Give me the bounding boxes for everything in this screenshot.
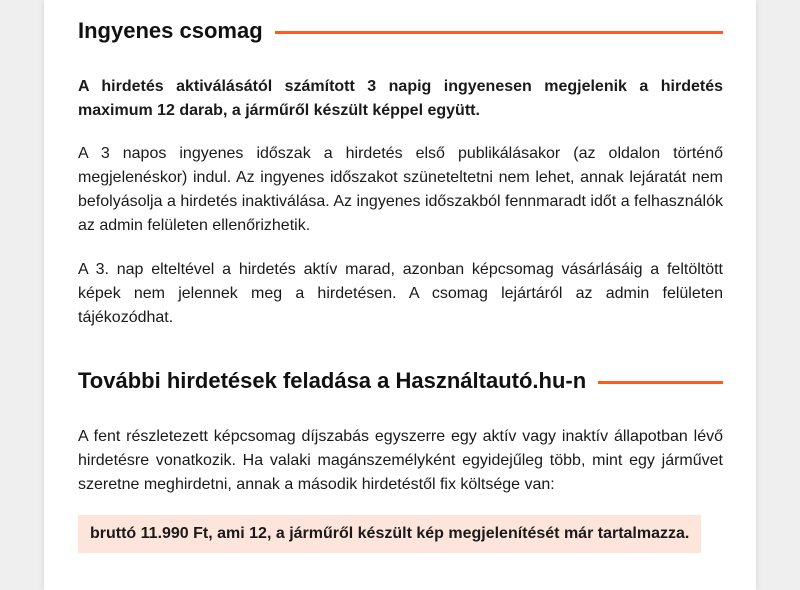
paragraph-after <box>78 258 723 330</box>
price-highlight: bruttó 11.990 Ft, ami 12, a járműről készült kép megjelenítését már tartalmazza. <box>78 515 701 553</box>
section-more-ads <box>78 368 723 394</box>
section-free-package <box>78 18 723 44</box>
paragraph-text: A 3. nap elteltével a hirdetés aktív marad, azonban képcsomag vásárlásáig a feltöltött képek nem jelennek meg a hirdetésen. A csomag lejártáról az admin felületen tájékozódhat. <box>78 261 723 326</box>
paragraph-text: A hirdetés aktiválásától számított 3 napig ingyenesen megjelenik a hirdetés maximum 12 darab, a járműről készült képpel együtt. <box>78 78 723 119</box>
paragraph-intro <box>78 75 723 123</box>
paragraph-pricing <box>78 425 723 497</box>
heading-rule <box>275 31 723 34</box>
section-heading <box>78 18 723 44</box>
document-page <box>44 0 756 590</box>
section-title: Ingyenes csomag <box>78 18 263 43</box>
paragraph-text: A 3 napos ingyenes időszak a hirdetés első publikálásakor (az oldalon történő megjelenéskor) indul. Az ingyenes időszakot szüneteltetni nem lehet, annak lejáratát nem befolyásolja a hirdetés inaktiválása. Az ingyenes időszakból fennmaradt időt a felhasználók az admin felületen ellenőrizhetik. <box>78 145 723 234</box>
price-callout <box>78 515 723 553</box>
paragraph-period <box>78 142 723 238</box>
heading-rule <box>598 381 723 384</box>
section-heading <box>78 368 723 394</box>
paragraph-text: A fent részletezett képcsomag díjszabás egyszerre egy aktív vagy inaktív állapotban lévő hirdetésre vonatkozik. Ha valaki magánszemélyként egyidejűleg több, mint egy járművet szeretne meghirdetni, annak a második hirdetéstől fix költsége van: <box>78 428 723 493</box>
section-title: További hirdetések feladása a Használtautó.hu-n <box>78 368 587 393</box>
